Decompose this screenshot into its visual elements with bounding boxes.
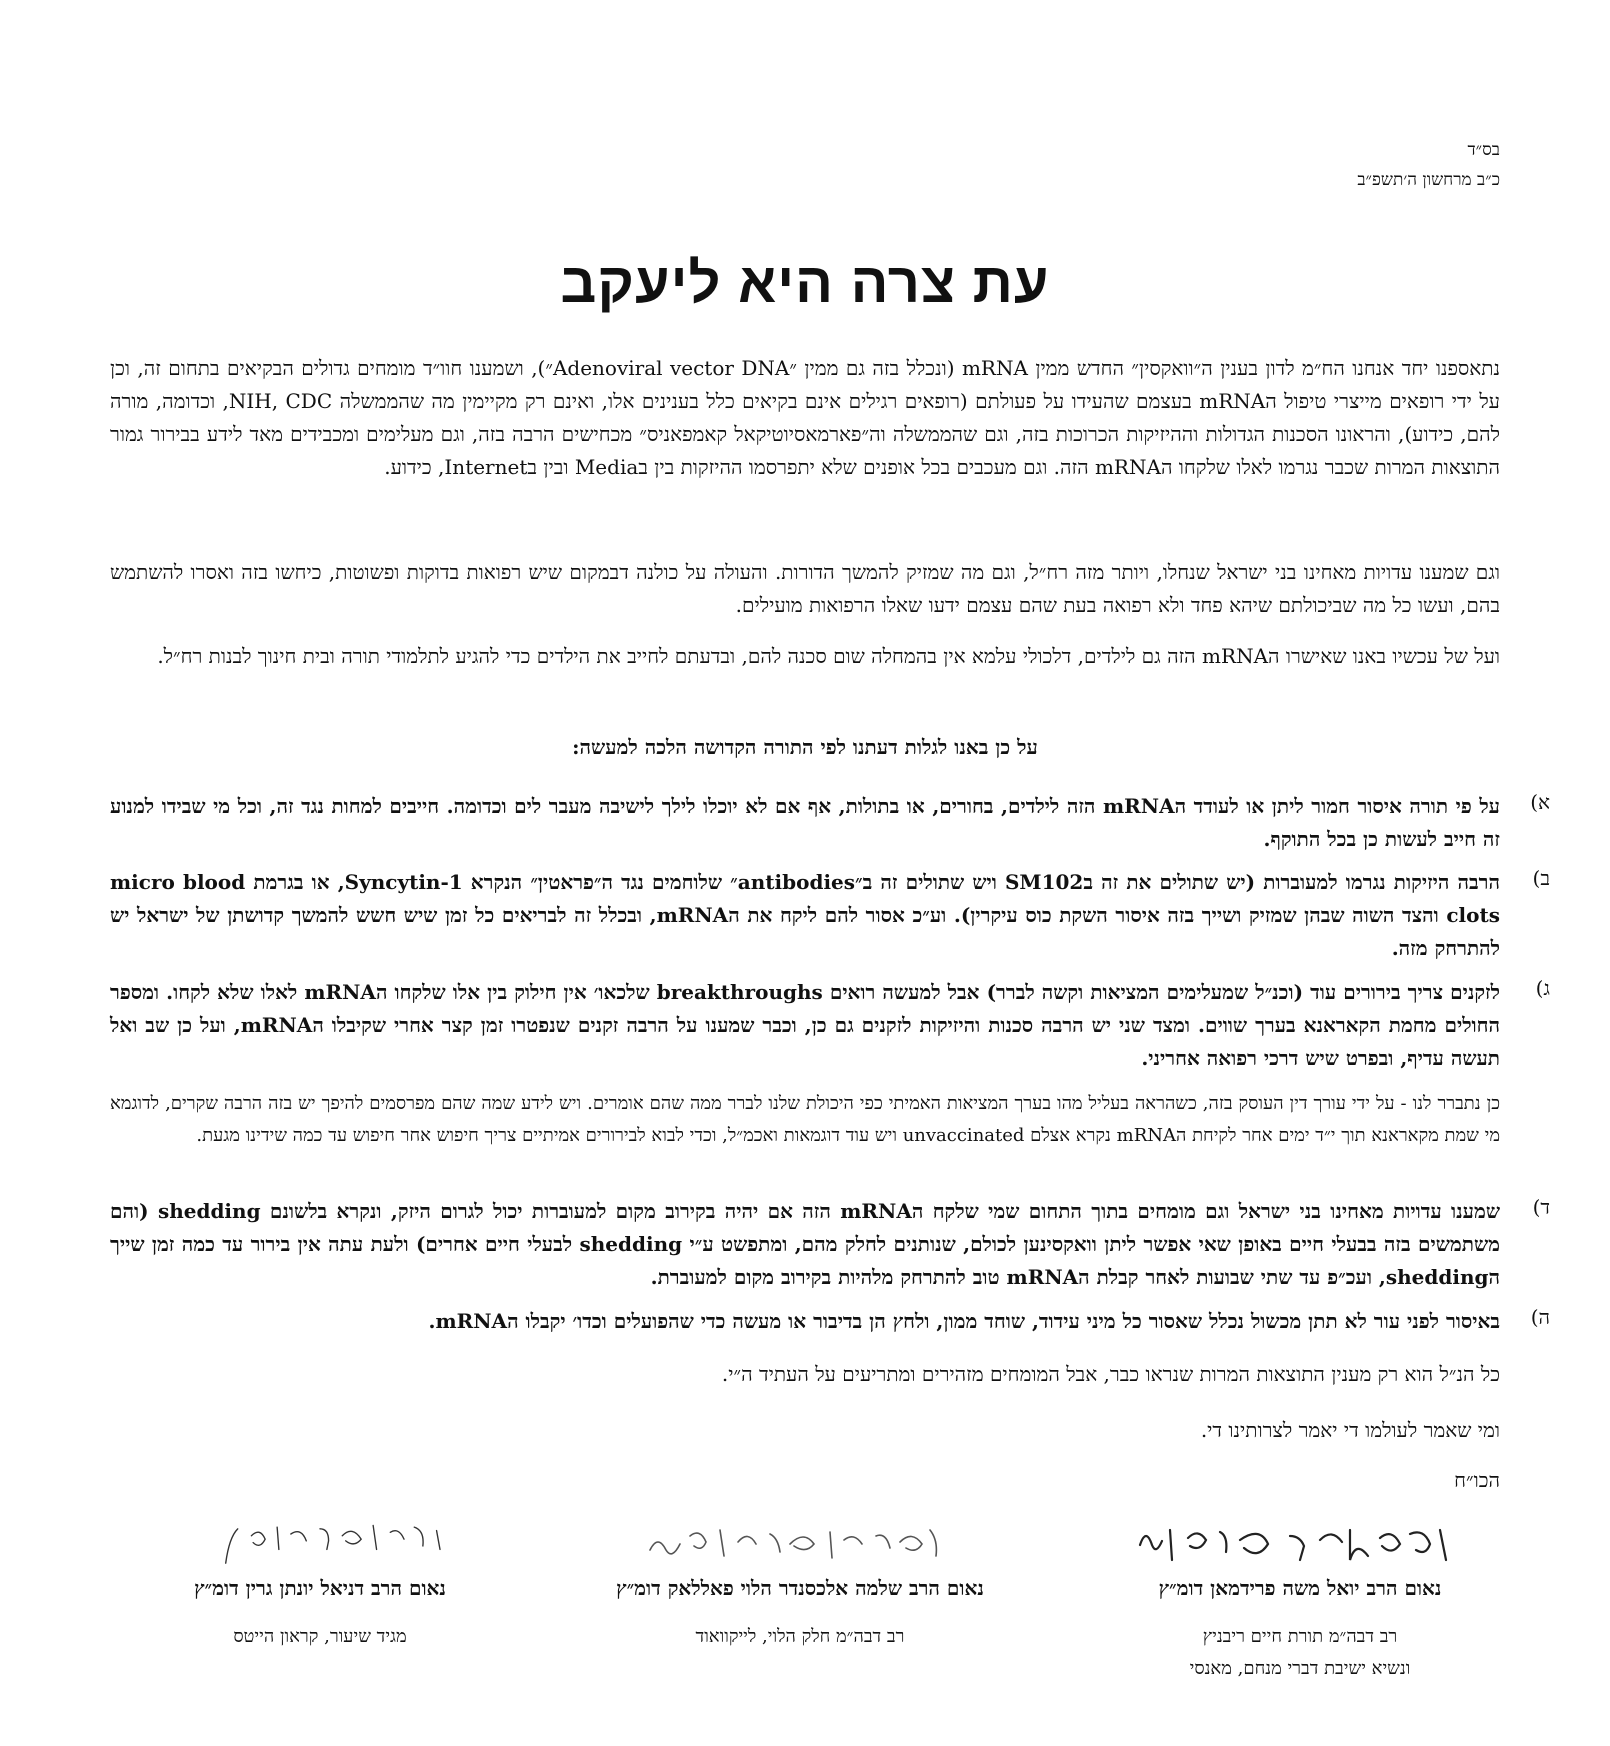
signatory-title: רב דבה״מ חלק הלוי, לייקוואוד: [695, 1626, 905, 1647]
signatory-name: נאום הרב יואל משה פרידמאן דומ״ץ: [1158, 1576, 1442, 1600]
signatory-pollak: [580, 1510, 1020, 1653]
handwritten-signature: [630, 1510, 970, 1570]
item-letter: ג): [1535, 976, 1550, 1000]
ruling-item-c-note: כן נתברר לנו - על ידי עורך דין העוסק בזה, כשהראה בעליל מהו בערך המציאות האמיתי כפי היכולת שלנו לברר ממה שהם אומרים. ויש לידע שמה שהם מפרסמים להיפך יש בזה הרבה שקרים, לדוגמא מי שמת מקאראנא תוך י״ד ימים אחר לקיחת הmRNA נקרא אצלם unvaccinated ויש עוד דוגמאות ואכמ״ל, וכדי לבוא לבירורים אמיתיים צריך חיפוש אחר חיפוש עד כמה שידינו מגעת.: [110, 1093, 1500, 1146]
page-title: עת צרה היא ליעקב: [560, 251, 1050, 314]
handwritten-signature: [150, 1510, 490, 1570]
signatory-name: נאום הרב דניאל יונתן גרין דומ״ץ: [194, 1576, 446, 1600]
paragraph-intro: נתאספנו יחד אנחנו הח״מ לדון בענין ה״וואקסין״ החדש ממין mRNA (ונכלל בזה גם ממין ״Adenoviral vector DNA״), ושמענו חוו״ד מומחים גדולים הבקיאים בתחום זה, וכן על ידי רופאים מייצרי טיפול הmRNA בעצמם שהעידו על פעולתם (רופאים רגילים אינם בקיאים כלל בענינים אלו, ואינם רק מקיימין מה שהממשלה NIH, CDC, וכדומה, מורה להם, כידוע), והראונו הסכנות הגדולות וההיזיקות הכרוכות בזה, וגם שהממשלה וה״פארמאסיוטיקאל קאמפאניס״ מכחישים הרבה בזה, וגם מעלימים ומכבידים מאד לידע בבירור גמור התוצאות המרות שכבר נגרמו לאלו שלקחו הmRNA הזה. וגם מעכבים בכל אופנים שלא יתפרסמו ההיזקות בין בMedia ובין בInternet, כידוע.: [110, 356, 1501, 479]
header-date: כ״ב מרחשון ה׳תשפ״ב: [1357, 170, 1500, 190]
item-text: הרבה היזיקות נגרמו למעוברות (יש שתולים את זה בSM102 ויש שתולים זה ב״antibodies״ שלוחמים נגד ה״פראטין״ הנקרא Syncytin-1, או בגרמת micro blood clots והצד השוה שבהן שמזיק ושייך בזה איסור השקת כוס עיקרין). וע״כ אסור להם ליקח את הmRNA, ובכלל זה לבריאים כל זמן שיש חשש להמשך קדושתן של ישראל יש להתרחק מזה.: [110, 870, 1501, 960]
item-letter: ב): [1532, 866, 1550, 890]
item-text: לזקנים צריך בירורים עוד (וכנ״ל שמעלימים המציאות וקשה לברר) אבל למעשה רואים breakthroughs שלכאו׳ אין חילוק בין אלו שלקחו הmRNA לאלו שלא לקחו. ומספר החולים מחמת הקאראנא בערך שווים. ומצד שני יש הרבה סכנות והיזיקות לזקנים גם כן, וכבר שמענו על הרבה זקנים שנפטרו זמן קצר אחרי שקיבלו הmRNA, ועל כן שב ואל תעשה עדיף, ובפרט שיש דרכי רפואה אחריני.: [110, 980, 1501, 1070]
item-letter: א): [1530, 790, 1550, 814]
item-text: באיסור לפני עור לא תתן מכשול נכלל שאסור כל מיני עידוד, שוחד ממון, ולחץ הן בדיבור או מעשה כדי שהפועלים וכדו׳ יקבלו הmRNA.: [428, 1309, 1500, 1333]
header-bsd: בס״ד: [1467, 140, 1500, 160]
signatory-title: רב דבה״מ תורת חיים ריבניץ: [1202, 1626, 1398, 1647]
closing-statement: כל הנ״ל הוא רק מענין התוצאות המרות שנראו כבר, אבל המומחים מזהירים ומתריעים על העתיד ה״י.: [721, 1362, 1500, 1386]
ruling-heading: על כן באנו לגלות דעתנו לפי התורה הקדושה הלכה למעשה:: [572, 735, 1038, 759]
item-letter: ה): [1530, 1305, 1550, 1329]
item-letter: ד): [1532, 1195, 1550, 1219]
signatory-title: ונשיא ישיבת דברי מנחם, מאנסי: [1189, 1658, 1411, 1679]
closing-prayer: ומי שאמר לעולמו די יאמר לצרותינו די.: [1200, 1418, 1500, 1442]
signatory-friedman: [1080, 1510, 1520, 1685]
signatory-gruen: [100, 1510, 540, 1653]
item-text: על פי תורה איסור חמור ליתן או לעודד הmRNA הזה לילדים, בחורים, או בתולות, אף אם לא יוכלו לילך לישיבה מעבר לים וכדומה. חייבים למחות נגד זה, וכל מי שבידו למנוע זה חייב לעשות כן בכל התוקף.: [110, 794, 1500, 851]
handwritten-signature: [1130, 1510, 1470, 1570]
paragraph-witness: וגם שמענו עדויות מאחינו בני ישראל שנחלו, ויותר מזה רח״ל, וגם מה שמזיק להמשך הדורות. והעולה על כולנה דבמקום שיש רפואות בדוקות ופשוטות, כיחשו בזה ואסרו להשתמש בהם, ועשו כל מה שביכולתם שיהא פחד ולא רפואה בעת שהם עצמם ידעו שאלו הרפואות מועילים.: [110, 560, 1500, 617]
paragraph-now: ועל של עכשיו באנו שאישרו הmRNA הזה גם לילדים, דלכולי עלמא אין בהמחלה שום סכנה להם, ובדעתם לחייב את הילדים כדי להגיע לתלמודי תורה ובית חינוך לבנות רח״ל.: [157, 644, 1500, 668]
signatory-name: נאום הרב שלמה אלכסנדר הלוי פאללאק דומ״ץ: [616, 1576, 984, 1600]
closing-signoff: הכו״ח: [1454, 1468, 1500, 1492]
item-text: שמענו עדויות מאחינו בני ישראל וגם מומחים בתוך התחום שמי שלקח הmRNA הזה אם יהיה בקירוב מקום למעוברות יכול לגרום היזק, ונקרא בלשונם shedding (והם משתמשים בזה בבעלי חיים באופן שאי אפשר ליתן וואקסינען לכולם, שנותנים לחלק מהם, ומתפשט ע״י shedding לבעלי חיים אחרים) ולעת עתה אין בירור עד כמה זמן שייך הshedding, ועכ״פ עד שתי שבועות לאחר קבלת הmRNA טוב להתרחק מלהיות בקירוב מקום למעוברת.: [110, 1199, 1500, 1289]
signatory-title: מגיד שיעור, קראון הייטס: [233, 1626, 407, 1647]
